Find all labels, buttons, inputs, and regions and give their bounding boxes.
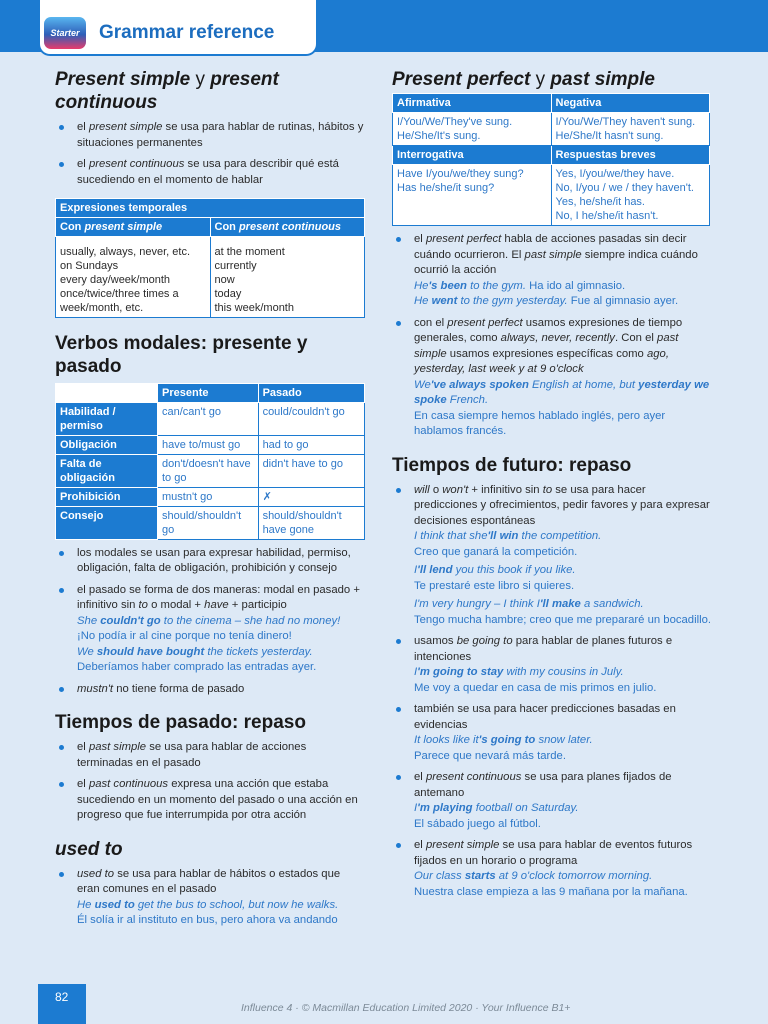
table-cell: Have I/you/we/they sung? Has he/she/it sung? (393, 165, 552, 226)
table-cell: usually, always, never, etc. on Sundays every day/week/month once/twice/three times a week/month, etc. (56, 243, 211, 318)
left-column (55, 68, 365, 929)
translation: Tengo mucha hambre; creo que me prepararé un bocadillo. (414, 613, 712, 626)
table-row (56, 454, 365, 487)
table-cell: can/can't go (158, 402, 259, 435)
col-head: Pasado (258, 383, 364, 402)
translation: Parece que nevará más tarde. (414, 749, 566, 762)
example: He's been to the gym. Ha ido al gimnasio. (414, 279, 626, 292)
right-column (392, 68, 712, 900)
col-head: Afirmativa (393, 94, 552, 113)
table-cell: didn't have to go (258, 454, 364, 487)
time-expressions-table (55, 198, 365, 318)
table-row (56, 506, 365, 539)
row-label: Habilidad / permiso (56, 402, 158, 435)
table-cell: ✗ (258, 487, 364, 506)
example: He went to the gym yesterday. Fue al gimnasio ayer. (414, 295, 679, 307)
col-head: Presente (158, 383, 259, 402)
translation: Me voy a quedar en casa de mis primos en julio. (414, 681, 657, 694)
table-row (56, 435, 365, 454)
table-row (56, 487, 365, 506)
row-label: Consejo (56, 506, 158, 539)
bullet: will o won't + infinitivo sin to se usa para hacer predicciones y ofrecimientos, pedir favores y para expresar decisiones espontáneas I think that she'll win the competition. Creo que ganará la competición. I'll lend you this book if you like. Te prestaré este libro si quieres. I'm very hungry – I think I'll make a sandwich. Tengo mucha hambre; creo que me prepararé un bocadillo. (392, 483, 712, 629)
bullet: mustn't no tiene forma de pasado (55, 682, 365, 698)
table-cell: have to/must go (158, 435, 259, 454)
table-cell: at the moment currently now today this week/month (210, 243, 365, 318)
bullet: el present simple se usa para hablar de rutinas, hábitos y situaciones permanentes (55, 120, 365, 151)
table-row (56, 402, 365, 435)
section-title-past: Tiempos de pasado: repaso (55, 712, 306, 733)
col-head: Negativa (551, 94, 710, 113)
example: She couldn't go to the cinema – she had no money! (77, 614, 341, 627)
row-label: Obligación (56, 435, 158, 454)
table-cell: don't/doesn't have to go (158, 454, 259, 487)
example: We should have bought the tickets yesterday. (77, 645, 313, 658)
table-cell: I/You/We/They haven't sung. He/She/It hasn't sung. (551, 113, 710, 146)
example: I'm very hungry – I think I'll make a sandwich. (414, 598, 644, 610)
col-head: Interrogativa (393, 146, 552, 165)
bullet: el pasado se forma de dos maneras: modal en pasado + infinitivo sin to o modal + have + participio She couldn't go to the cinema – she had no money! ¡No podía ir al cine porque no tenía dinero! We should have bought the tickets yesterday. Deberíamos haber comprado las entradas ayer. (55, 583, 365, 676)
col-head: Con present simple (56, 218, 211, 237)
bullet: el present continuous se usa para describir qué está sucediendo en el momento de hablar (55, 157, 365, 188)
table-cell: could/couldn't go (258, 402, 364, 435)
col-head: Respuestas breves (551, 146, 710, 165)
translation: Creo que ganará la competición. (414, 545, 578, 558)
table-head: Expresiones temporales (56, 199, 365, 218)
bullet: el present perfect habla de acciones pasadas sin decir cuándo ocurrieron. El past simple siempre indica cuándo ocurrió la acción He's been to the gym. Ha ido al gimnasio. He went to the gym yesterday. Fue al gimnasio ayer. (392, 232, 712, 310)
table-cell: Yes, I/you/we/they have. No, I/you / we / they haven't. Yes, he/she/it has. No, I he/she/it hasn't. (551, 165, 710, 226)
example: He used to get the bus to school, but now he walks. (77, 898, 339, 911)
row-label: Prohibición (56, 487, 158, 506)
bullet: el present continuous se usa para planes fijados de antemano I'm playing football on Saturday. El sábado juego al fútbol. (392, 770, 712, 832)
translation: ¡No podía ir al cine porque no tenía dinero! (77, 630, 292, 642)
table-cell: should/shouldn't go (158, 506, 259, 539)
translation: Deberíamos haber comprado las entradas ayer. (77, 661, 317, 673)
table-cell: I/You/We/They've sung. He/She/It's sung. (393, 113, 552, 146)
translation: Nuestra clase empieza a las 9 mañana por la mañana. (414, 885, 688, 898)
section-title-future: Tiempos de futuro: repaso (392, 454, 632, 476)
bullet: con el present perfect usamos expresiones de tiempo generales, como always, never, recently. Con el past simple usamos expresiones específicas como ago, yesterday, last week y at 9 o'clock We've always spoken English at home, but yesterday we spoke French. En casa siempre hemos hablado inglés, pero ayer hablamos francés. (392, 316, 712, 440)
perfect-table (392, 93, 710, 226)
bullet: también se usa para hacer predicciones basadas en evidencias It looks like it's going to snow later. Parece que nevará más tarde. (392, 702, 712, 764)
section-title-perfect: Present perfect y past simple (392, 69, 655, 90)
example: Our class starts at 9 o'clock tomorrow morning. (414, 870, 653, 882)
example: I'll lend you this book if you like. (414, 564, 576, 576)
page-title: Grammar reference (99, 22, 275, 43)
bullet: usamos be going to para hablar de planes futuros e intenciones I'm going to stay with my cousins in July. Me voy a quedar en casa de mis primos en julio. (392, 634, 712, 696)
table-cell: should/shouldn't have gone (258, 506, 364, 539)
section-title-present: Present simple y present continuous (55, 69, 279, 113)
starter-badge: Starter (44, 17, 86, 49)
modals-table (55, 383, 365, 540)
translation: En casa siempre hemos hablado inglés, pero ayer hablamos francés. (414, 409, 666, 437)
example: I think that she'll win the competition. (414, 530, 602, 542)
col-head: Con present continuous (210, 218, 365, 237)
bullet: el past continuous expresa una acción que estaba sucediendo en un momento del pasado o una acción en progreso que fue interrumpida por otra acción (55, 777, 365, 824)
table-cell: mustn't go (158, 487, 259, 506)
example: It looks like it's going to snow later. (414, 734, 593, 746)
bullet: los modales se usan para expresar habilidad, permiso, obligación, falta de obligación, prohibición y consejo (55, 546, 365, 577)
bullet: used to se usa para hablar de hábitos o estados que eran comunes en el pasado He used to get the bus to school, but now he walks. Él solía ir al instituto en bus, pero ahora va andando (55, 867, 365, 929)
translation: Te prestaré este libro si quieres. (414, 579, 575, 592)
bullet: el present simple se usa para hablar de eventos futuros fijados en un horario o programa Our class starts at 9 o'clock tomorrow morning. Nuestra clase empieza a las 9 mañana por la mañana. (392, 838, 712, 900)
bullet: el past simple se usa para hablar de acciones terminadas en el pasado (55, 740, 365, 771)
row-label: Falta de obligación (56, 454, 158, 487)
example: I'm going to stay with my cousins in July. (414, 666, 624, 678)
section-title-used-to: used to (55, 838, 123, 860)
footer-credit: Influence 4 · © Macmillan Education Limited 2020 · Your Influence B1+ (241, 1002, 571, 1014)
table-cell: had to go (258, 435, 364, 454)
translation: Él solía ir al instituto en bus, pero ahora va andando (77, 914, 338, 926)
page-number: 82 (38, 984, 86, 1024)
example: We've always spoken English at home, but yesterday we spoke French. (414, 378, 710, 406)
example: I'm playing football on Saturday. (414, 802, 579, 814)
section-title-modals: Verbos modales: presente y pasado (55, 332, 308, 377)
translation: El sábado juego al fútbol. (414, 817, 541, 830)
